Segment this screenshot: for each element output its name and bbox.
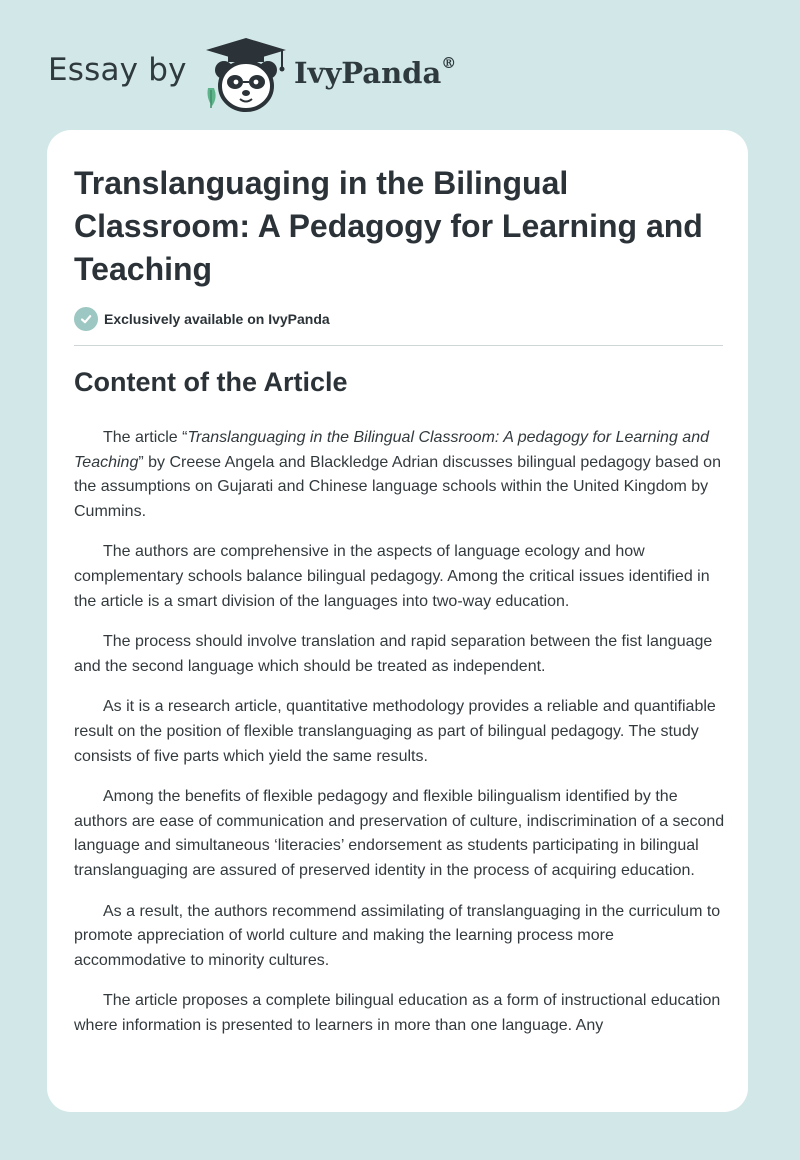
paragraph: As it is a research article, quantitative methodology provides a reliable and quantifiable result on the position of flexible translanguaging as part of bilingual pedagogy. The study consists of five parts which yield the same results. [74,698,716,765]
paragraph: The article proposes a complete bilingual education as a form of instructional education where information is presented to learners in more than one language. Any [74,992,721,1034]
article-title-citation: Translanguaging in the Bilingual Classroom: A pedagogy for Learning and Teaching [74,429,709,471]
paragraph: The article “Translanguaging in the Bilingual Classroom: A pedagogy for Learning and Teaching” by Creese Angela and Blackledge Adrian discusses bilingual pedagogy based on the assumptions on Gujarati and Chinese language schools within the United Kingdom by Cummins. [74,429,721,520]
section-heading: Content of the Article [74,367,348,397]
divider [74,345,723,346]
paragraph: The authors are comprehensive in the aspects of language ecology and how complementary schools balance bilingual pedagogy. Among the critical issues identified in the article is a smart division of the languages into two-way education. [74,543,710,610]
paragraph: The process should involve translation and rapid separation between the fist language and the second language which should be treated as independent. [74,633,713,675]
article-card [47,130,748,1112]
paragraph: Among the benefits of flexible pedagogy and flexible bilingualism identified by the authors are ease of communication and preservation of culture, indiscrimination of a second language and simultaneous ‘literacies’ endorsement as students participating in bilingual translanguaging are assured of preserved identity in the process of acquiring education. [74,788,725,879]
check-icon [74,307,98,331]
page-title: Translanguaging in the Bilingual Classroom: A Pedagogy for Learning and Teaching [74,165,703,287]
panda-graduate-icon[interactable] [202,36,290,114]
site-header [48,36,508,116]
exclusive-badge [74,306,330,332]
essay-by-label: Essay by [48,52,187,88]
brand-name[interactable]: IvyPanda® [294,54,457,90]
exclusive-label: Exclusively available on IvyPanda [104,311,330,327]
article-body [74,426,726,1054]
paragraph: As a result, the authors recommend assimilating of translanguaging in the curriculum to promote appreciation of world culture and making the learning process more accommodative to minority cultures. [74,902,721,969]
registered-mark: ® [441,54,457,72]
